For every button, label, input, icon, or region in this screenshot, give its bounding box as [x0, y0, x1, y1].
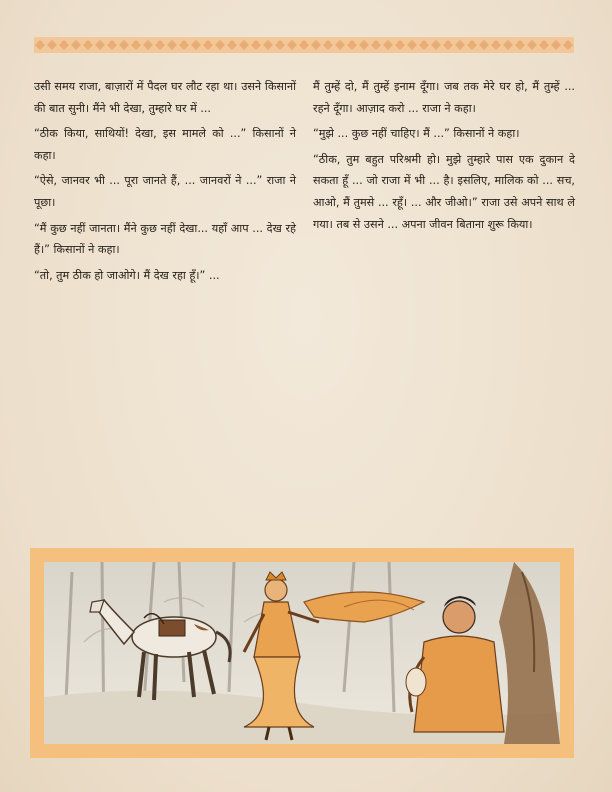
paragraph: “तो, तुम ठीक हो जाओगे। मैं देख रहा हूँ।” ...: [34, 268, 220, 282]
paragraph: “ठीक किया, साथियों! देखा, इस मामले को ...” किसानों ने कहा।: [34, 127, 296, 162]
paragraph: “मैं कुछ नहीं जानता। मैंने कुछ नहीं देखा... यहाँ आप ... देख रहे हैं।” किसानों ने कहा।: [34, 221, 296, 257]
diamond-border-pattern-icon: [34, 37, 574, 53]
decorative-top-border: [34, 37, 574, 53]
paragraph: उसी समय राजा, बाज़ारों में पैदल घर लौट रहा था। उसने किसानों की बात सुनी। मैंने भी देखा, तुम्हारे घर में ...: [34, 80, 296, 115]
text-column-left: [34, 76, 296, 290]
paragraph: “ठीक, तुम बहुत परिश्रमी हो। मुझे तुम्हारे पास एक दुकान दे सकता हूँ ... जो राजा में भी ... है। इसलिए, मालिक को ... सच, आओ, मैं तुमसे ... रहूँ। ... और जीओ।” राजा उसे अपने साथ ले गया। तब से उसने ... अपना जीवन बिताना शुरू किया।: [313, 152, 575, 231]
forest-scene-illustration: [44, 562, 560, 744]
paragraph: मैं तुम्हें दो, मैं तुम्हें इनाम दूँगा। जब तक मेरे घर हो, मैं तुम्हें ... रहने दूँगा। आज़ाद करो ... राजा ने कहा।: [313, 80, 575, 115]
paragraph: “ऐसे, जानवर भी ... पूरा जानते हैं, ... जानवरों ने ...” राजा ने पूछा।: [34, 174, 296, 209]
story-illustration: [44, 562, 560, 744]
illustration-frame: [30, 548, 574, 758]
text-column-right: [313, 76, 575, 239]
paragraph: “मुझे ... कुछ नहीं चाहिए। मैं ...” किसानों ने कहा।: [313, 127, 520, 141]
